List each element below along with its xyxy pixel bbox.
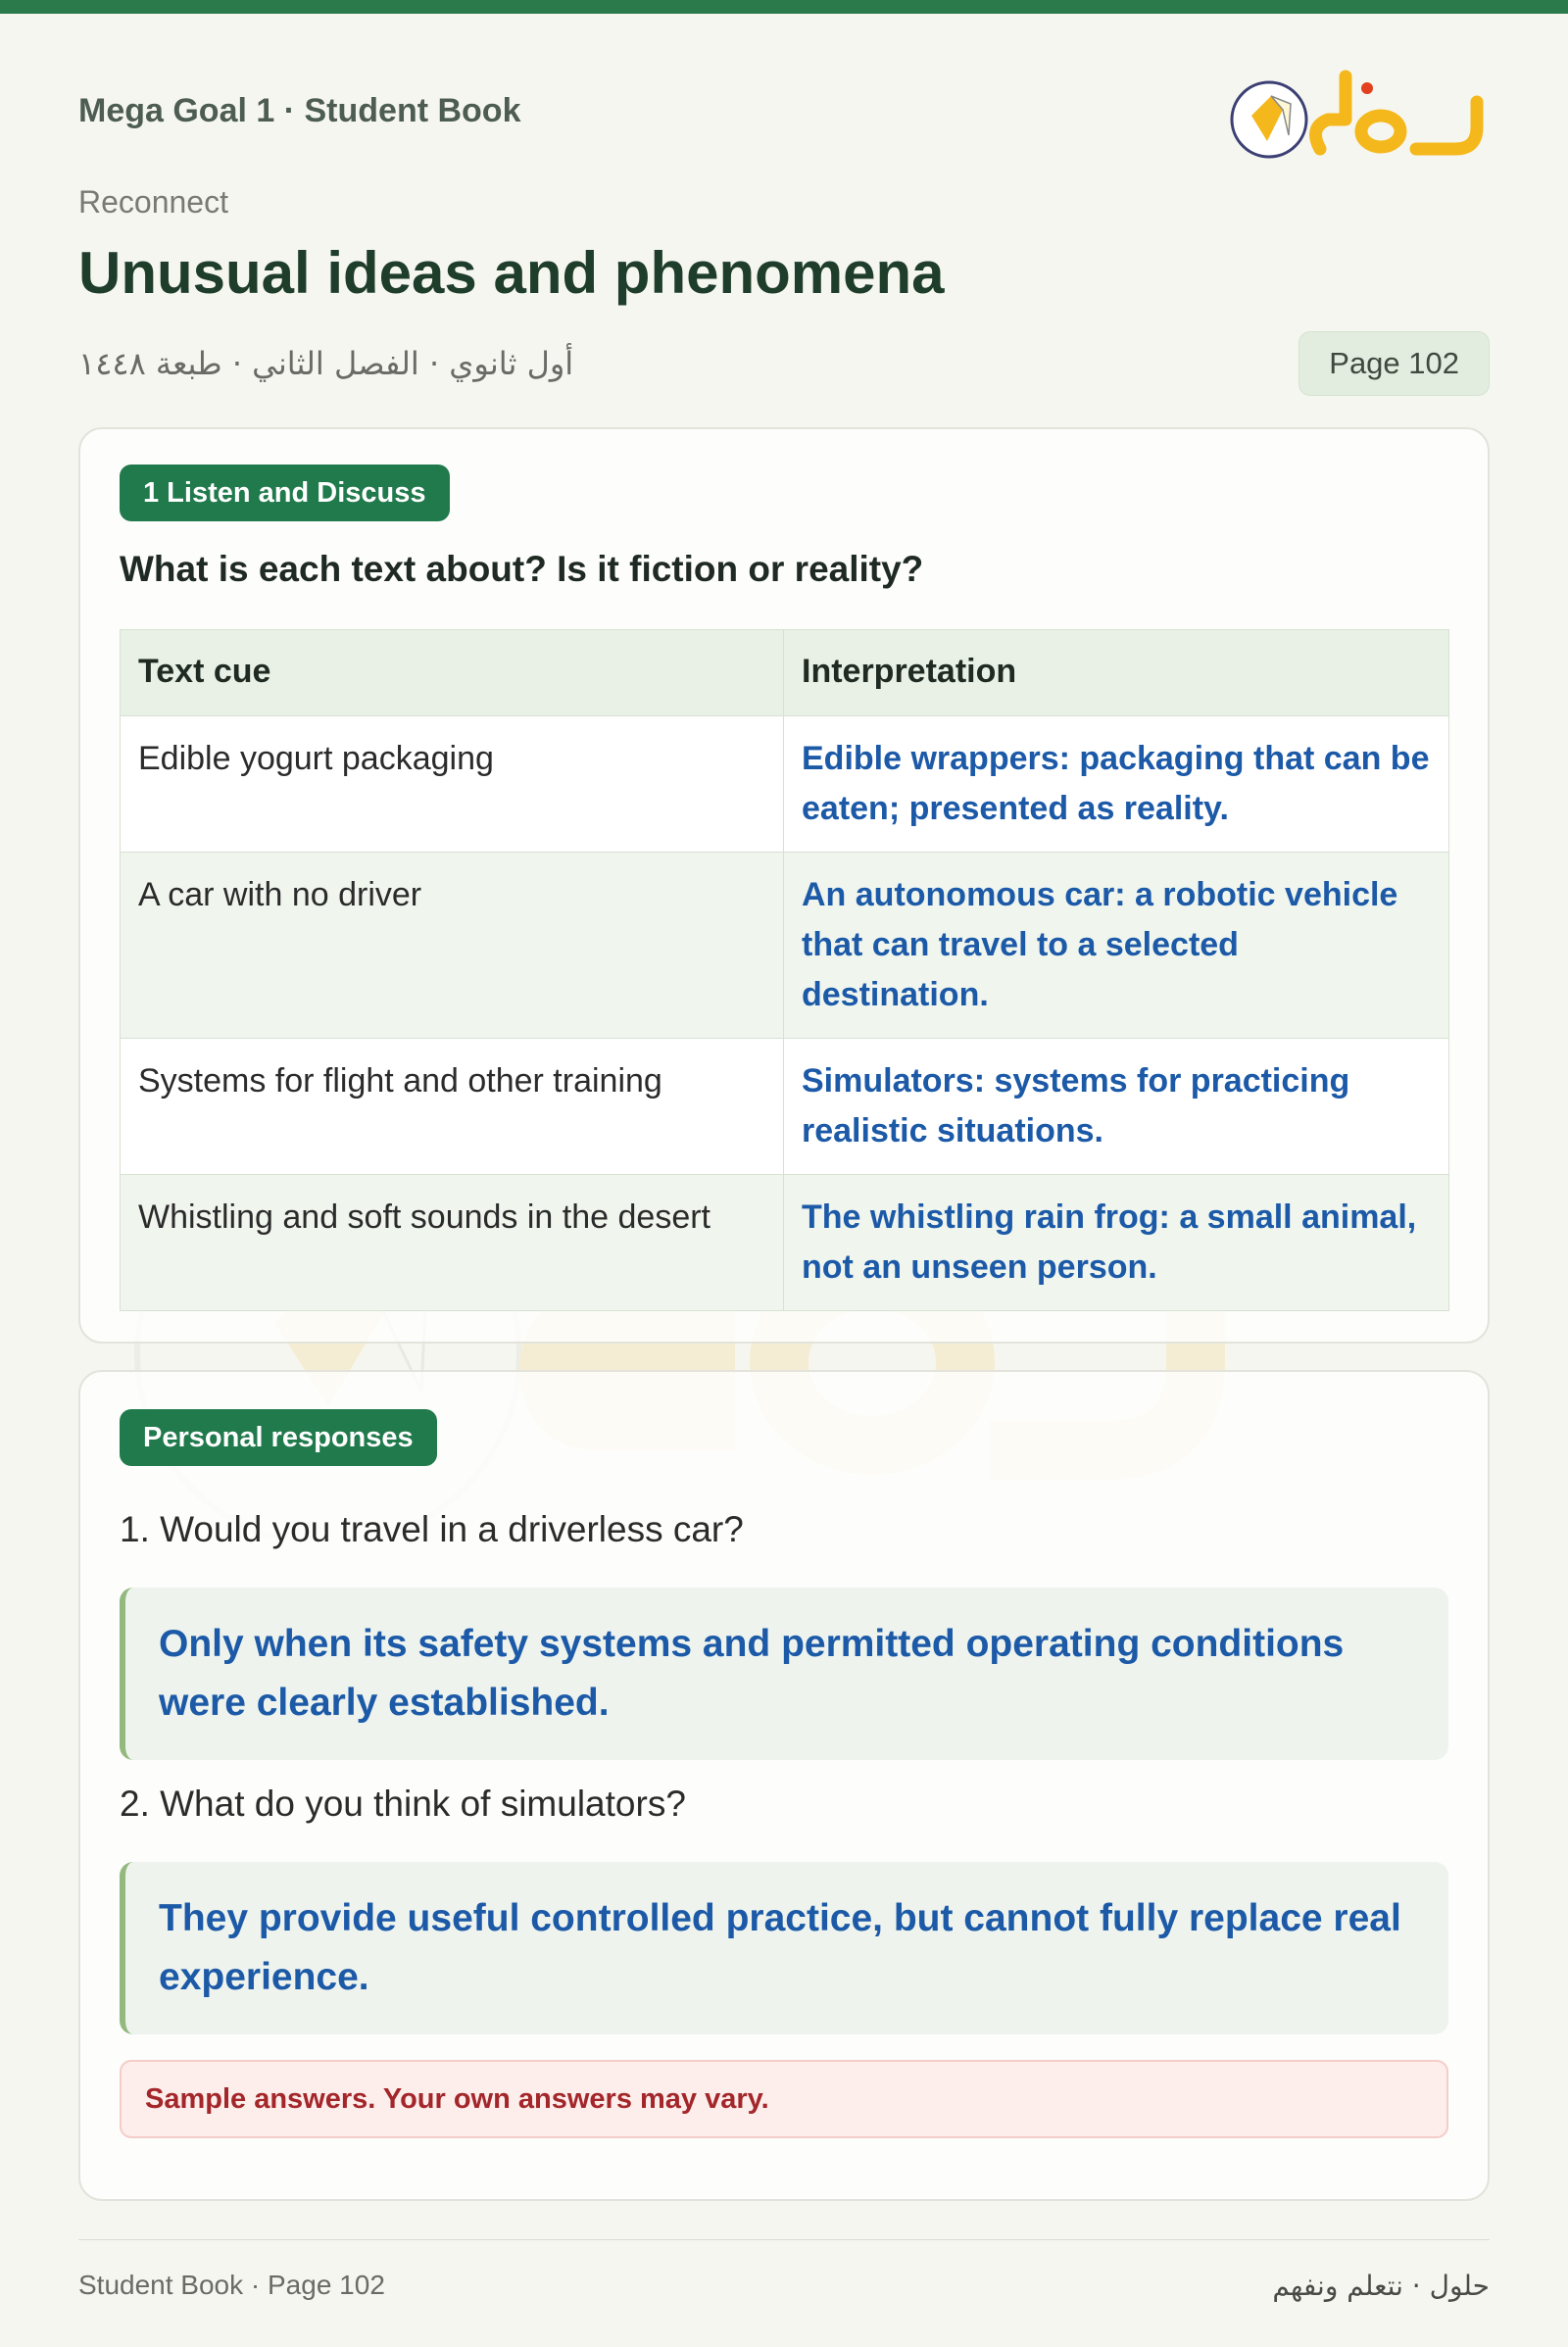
section-question: What is each text about? Is it fiction or reality? xyxy=(120,549,924,589)
book-title: Mega Goal 1 · Student Book xyxy=(78,92,521,129)
text-cue-cell: A car with no driver xyxy=(121,853,784,1039)
question-2: 2. What do you think of simulators? xyxy=(120,1784,686,1824)
section-pill: Personal responses xyxy=(120,1409,437,1466)
personal-responses-card xyxy=(78,1370,1490,2201)
interpretation-cell: The whistling rain frog: a small animal, not an unseen person. xyxy=(784,1175,1449,1311)
column-header-text-cue: Text cue xyxy=(121,630,784,716)
unit-label: Reconnect xyxy=(78,184,228,220)
hulul-logo[interactable] xyxy=(1230,59,1490,167)
interpretation-cell: Edible wrappers: packaging that can be eaten; presented as reality. xyxy=(784,716,1449,853)
table-row xyxy=(121,1175,1449,1311)
table-row xyxy=(121,1039,1449,1175)
listen-discuss-card xyxy=(78,427,1490,1344)
answer-2: They provide useful controlled practice, but cannot fully replace real experience. xyxy=(120,1862,1448,2034)
footer-divider xyxy=(78,2239,1490,2240)
interpretation-cell: Simulators: systems for practicing realistic situations. xyxy=(784,1039,1449,1175)
footer-brand-tagline: حلول · نتعلم ونفهم xyxy=(1272,2270,1490,2302)
text-cue-cell: Edible yogurt packaging xyxy=(121,716,784,853)
table-row xyxy=(121,716,1449,853)
text-cue-cell: Whistling and soft sounds in the desert xyxy=(121,1175,784,1311)
section-pill: 1 Listen and Discuss xyxy=(120,465,450,521)
table-header-row xyxy=(121,630,1449,716)
text-cue-cell: Systems for flight and other training xyxy=(121,1039,784,1175)
footer-page-label: Student Book · Page 102 xyxy=(78,2270,385,2300)
column-header-interpretation: Interpretation xyxy=(784,630,1449,716)
page-number-badge: Page 102 xyxy=(1298,331,1490,396)
grade-term-edition: أول ثانوي · الفصل الثاني · طبعة ١٤٤٨ xyxy=(78,345,574,382)
interpretation-cell: An autonomous car: a robotic vehicle that can travel to a selected destination. xyxy=(784,853,1449,1039)
top-accent-bar xyxy=(0,0,1568,14)
page-header xyxy=(78,59,1490,382)
question-1: 1. Would you travel in a driverless car? xyxy=(120,1509,744,1549)
cue-interpretation-table xyxy=(120,629,1449,1311)
page-title: Unusual ideas and phenomena xyxy=(78,240,945,306)
answer-1: Only when its safety systems and permitted operating conditions were clearly established. xyxy=(120,1588,1448,1760)
table-row xyxy=(121,853,1449,1039)
sample-answers-note: Sample answers. Your own answers may vary. xyxy=(120,2060,1448,2138)
